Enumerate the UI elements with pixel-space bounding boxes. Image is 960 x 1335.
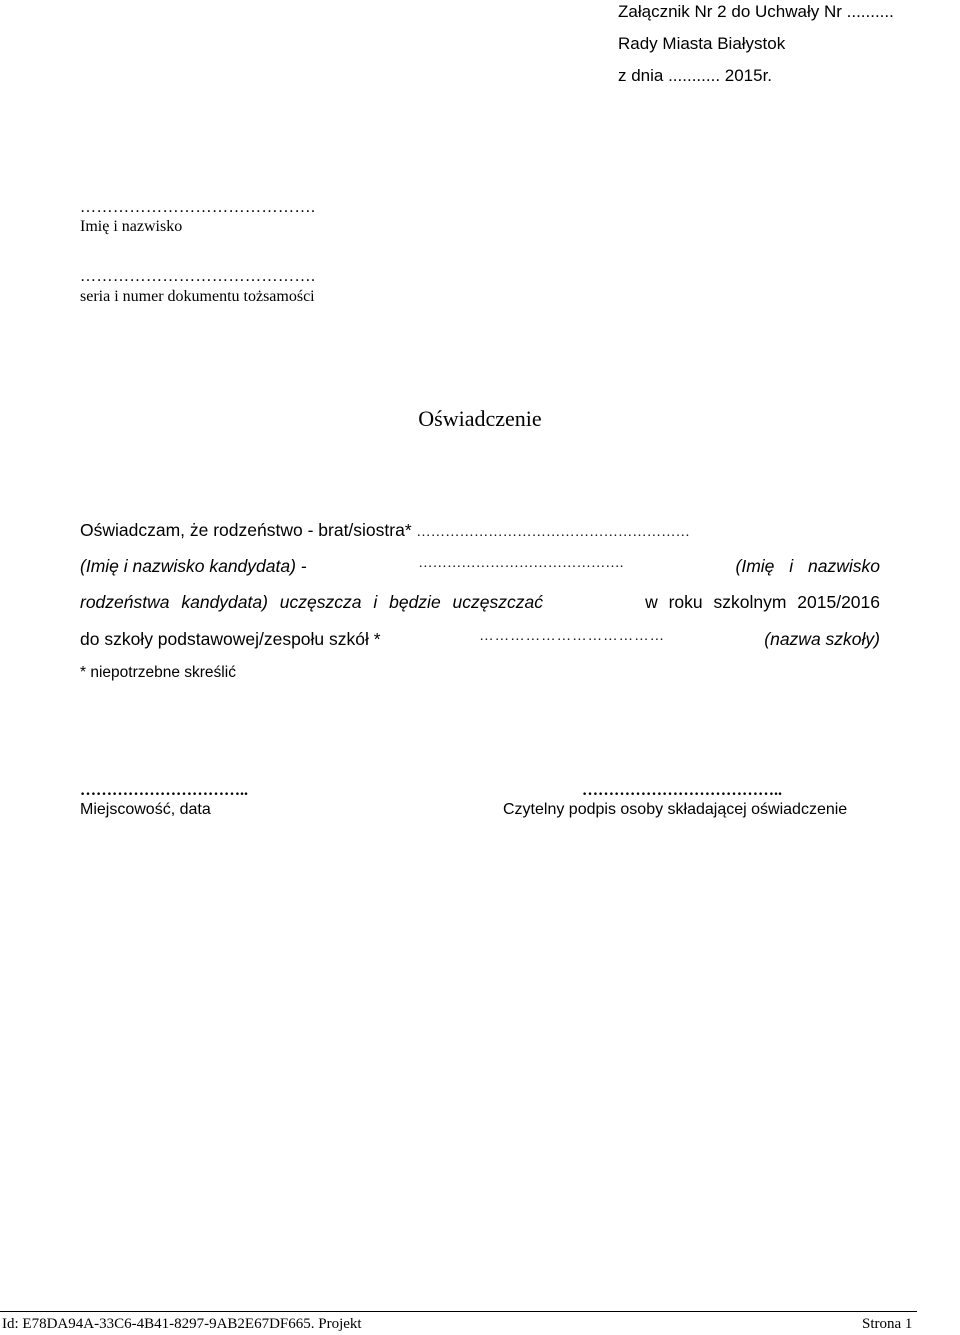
sibling-name-note-start: (Imię i nazwisko	[735, 556, 880, 576]
statement-line-3	[80, 592, 880, 613]
place-date-fill-line: …………………………..	[80, 782, 248, 799]
council-name: Rady Miasta Białystok	[618, 34, 786, 53]
school-fill-line: ………………………………	[479, 629, 666, 644]
school-name-note: (nazwa szkoły)	[764, 629, 880, 649]
footer-divider	[0, 1311, 917, 1312]
name-label: Imię i nazwisko	[80, 218, 183, 235]
statement-intro: Oświadczam, że rodzeństwo - brat/siostra*	[80, 520, 412, 540]
id-document-label: seria i numer dokumentu tożsamości	[80, 288, 315, 305]
resolution-date: z dnia ........... 2015r.	[618, 66, 773, 85]
statement-line-1	[80, 520, 690, 541]
document-id: Id: E78DA94A-33C6-4B41-8297-9AB2E67DF665. Projekt	[2, 1316, 362, 1332]
signature-fill-line: ………………………………..	[582, 782, 782, 799]
signature-label: Czytelny podpis osoby składającej oświadczenie	[503, 801, 848, 818]
page-number: Strona 1	[862, 1316, 913, 1332]
place-date-label: Miejscowość, data	[80, 801, 211, 818]
sibling-name-note-end: rodzeństwa kandydata) uczęszcza i będzie uczęszczać	[80, 592, 543, 612]
footnote: * niepotrzebne skreślić	[80, 664, 236, 681]
school-type-text: do szkoły podstawowej/zespołu szkół *	[80, 629, 381, 649]
school-year-text: w roku szkolnym 2015/2016	[645, 592, 880, 612]
statement-line-4	[80, 629, 880, 650]
sibling-fill-line: …………………………………………………	[416, 525, 691, 540]
candidate-name-note: (Imię i nazwisko kandydata) -	[80, 556, 307, 576]
id-document-fill-line: …………………………………….	[80, 268, 316, 285]
attachment-header: Załącznik Nr 2 do Uchwały Nr ..........	[618, 2, 894, 21]
candidate-fill-line: …………………………………….	[418, 556, 624, 571]
document-title: Oświadczenie	[418, 406, 542, 431]
name-fill-line: …………………………………….	[80, 199, 316, 216]
statement-line-2	[80, 556, 880, 577]
